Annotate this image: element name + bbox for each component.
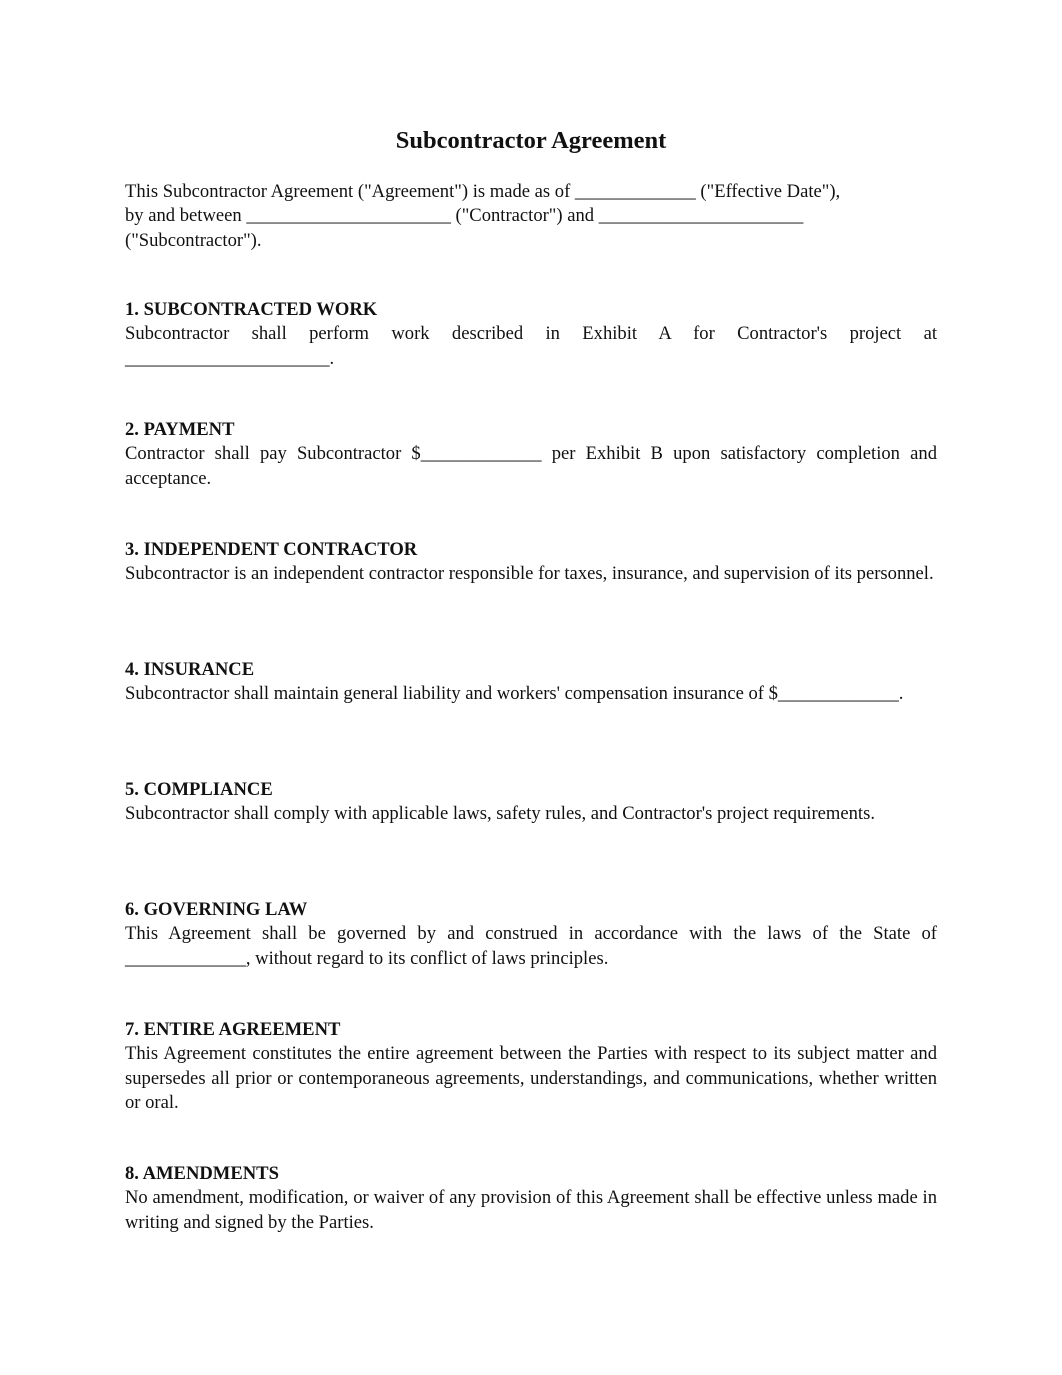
- section-heading: 2. PAYMENT: [125, 419, 235, 440]
- section-body: This Agreement constitutes the entire agreement between the Parties with respect to its subject matter and supersedes all prior or contemporaneous agreements, understandings, and communications, whether written or oral.: [125, 1043, 937, 1113]
- section-body: This Agreement shall be governed by and construed in accordance with the laws of the State of _____________, without regard to its conflict of laws principles.: [125, 923, 937, 969]
- section-entire-agreement: [125, 1018, 937, 1115]
- section-insurance: [125, 658, 937, 707]
- section-subcontracted-work: [125, 298, 937, 371]
- section-body: No amendment, modification, or waiver of any provision of this Agreement shall be effective unless made in writing and signed by the Parties.: [125, 1187, 937, 1233]
- section-body: Subcontractor shall comply with applicable laws, safety rules, and Contractor's project requirements.: [125, 803, 875, 825]
- section-payment: [125, 418, 937, 491]
- section-independent-contractor: [125, 538, 937, 587]
- section-heading: 5. COMPLIANCE: [125, 779, 273, 800]
- intro-line-1: This Subcontractor Agreement ("Agreement") is made as of _____________ ("Effective Date"),: [125, 181, 841, 202]
- section-heading: 7. ENTIRE AGREEMENT: [125, 1019, 341, 1040]
- section-body: Contractor shall pay Subcontractor $_____________ per Exhibit B upon satisfactory completion and acceptance.: [125, 443, 937, 489]
- section-amendments: [125, 1162, 937, 1235]
- section-heading: 4. INSURANCE: [125, 659, 255, 680]
- document-title: Subcontractor Agreement: [395, 127, 667, 154]
- section-body: Subcontractor shall perform work described in Exhibit A for Contractor's project at ______________________.: [125, 323, 937, 369]
- section-heading: 6. GOVERNING LAW: [125, 899, 308, 920]
- section-heading: 3. INDEPENDENT CONTRACTOR: [125, 539, 418, 560]
- section-body: Subcontractor is an independent contractor responsible for taxes, insurance, and supervision of its personnel.: [125, 563, 934, 585]
- intro-line-3: ("Subcontractor").: [125, 229, 262, 251]
- section-compliance: [125, 778, 937, 827]
- section-heading: 8. AMENDMENTS: [125, 1163, 279, 1184]
- intro-paragraph: [125, 180, 937, 253]
- section-body: Subcontractor shall maintain general liability and workers' compensation insurance of $_____________.: [125, 683, 904, 705]
- intro-line-2: by and between ______________________ ("Contractor") and ______________________: [125, 205, 804, 227]
- section-heading: 1. SUBCONTRACTED WORK: [125, 299, 378, 320]
- section-governing-law: [125, 898, 937, 971]
